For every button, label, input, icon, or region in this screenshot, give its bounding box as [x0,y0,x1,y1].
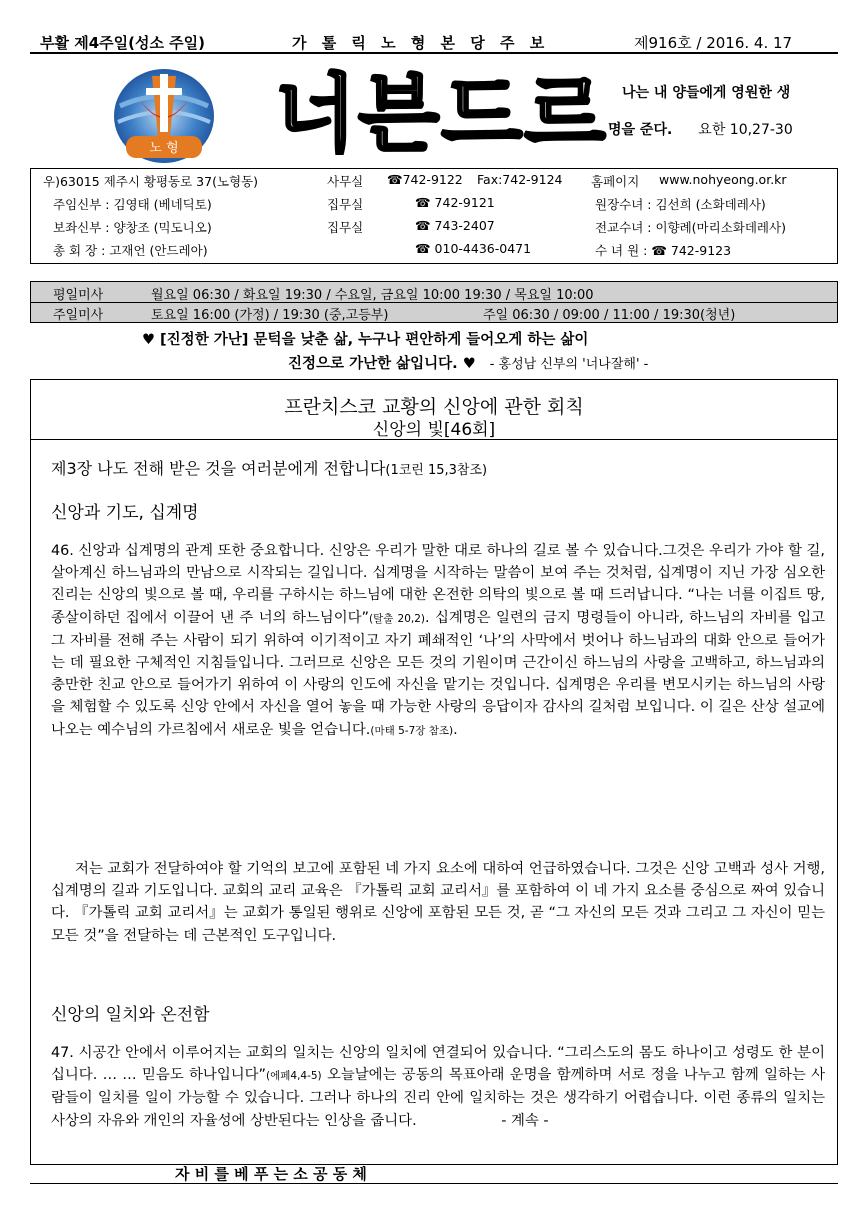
weekday-times: 월요일 06:30 / 화요일 19:30 / 수요일, 금요일 10:00 19:30 / 목요일 10:00 [151,288,594,303]
verse-line-1: 나는 내 양들에게 영원한 생 [622,85,791,101]
paragraph-47 [51,1042,825,1132]
chapter-ref: (1코린 15,3참조) [385,463,488,478]
sunday-label: 주일미사 [53,308,104,323]
assistant-phone: ☎ 743-2407 [415,218,495,233]
fax: Fax:742-9124 [477,172,563,187]
paragraph-46 [51,540,825,742]
homepage-label: 홈페이지 [591,174,640,189]
section-heading-2: 신앙의 일치와 온전함 [51,1005,210,1025]
verse-ref: 요한 10,27-30 [698,122,793,138]
office-label: 사무실 [327,174,364,189]
paragraph-summary: 저는 교회가 전달하여야 할 기억의 보고에 포함된 네 가지 요소에 대하여 언급하였습니다. 그것은 신앙 고백과 성사 거행, 십계명의 길과 기도입니다. 교회의 교리 교육은 『가톨릭 교회 교리서』를 포함하여 이 네 가지 요소를 중심으로 짜여 있습니다. 『가톨릭 교회 교리서』는 교회가 통일된 행위로 신앙에 포함된 모든 것, 곧 “그 자신의 모든 것과 그리고 그 자신이 믿는 모든 것”을 전달하는 데 근본적인 도구입니다. [51,861,825,944]
assistant-room: 집무실 [327,220,364,235]
superior: 원장수녀 : 김선희 (소화데레사) [595,197,766,212]
parish-logo [112,66,216,166]
issue-date: 제916호 / 2016. 4. 17 [634,34,793,52]
p47-text-a: 47. 시공간 안에서 이루어지는 교회의 일치는 신앙의 일치에 연결되어 있습니다. “그리스도의 몸도 하나이고 성령도 한 분이십니다. … … 믿음도 하나입니다” [51,1045,825,1084]
assistant-priest: 보좌신부 : 양창조 (믹도니오) [53,220,212,235]
convent: 수 녀 원 : ☎ 742-9123 [595,243,732,258]
sunday-times: 주일 06:30 / 09:00 / 11:00 / 19:30(청년) [483,308,736,323]
continued-marker: - 계속 - [501,1112,549,1129]
office-phone: ☎742-9122 [387,172,463,187]
p47-text-b: 오늘날에는 공동의 목표아래 운명을 함께하며 서로 정을 나누고 함께 일하는 사람들이 일치를 일이 가능할 수 있습니다. 그러나 하나의 진리 안에 일치하는 것은 생각하기 어렵습니다. 이런 종류의 일치는 사상의 자유와 개인의 자율성에 상반된다는 인상을 줍니다. [51,1067,825,1129]
article-box [30,379,838,1165]
verse-text: 명을 준다. [608,122,673,138]
masthead [30,56,838,168]
quote-line-2-text: 진정으로 가난한 삶입니다. ♥ [288,356,476,372]
top-bar [30,30,838,54]
homepage-url[interactable]: www.nohyeong.or.kr [659,172,787,187]
p46-ref-2: (마태 5-7장 참조) [370,724,454,737]
pastor: 주임신부 : 김영태 (베네딕토) [53,197,212,212]
missionary-sister: 전교수녀 : 이향례(마리소화데레사) [595,220,786,235]
weekday-label: 평일미사 [53,288,104,303]
quote-line-1: ♥ [진정한 가난] 문턱을 낮춘 삶, 누구나 편안하게 들어오게 하는 삶이 [142,332,589,348]
title-divider [31,439,837,440]
p46-ref-1: (탈출 20,2) [368,612,426,625]
newsletter-title: 너븐드르 [275,65,608,163]
quote-attribution: - 홍성남 신부의 '너나잘해' - [489,357,649,372]
quote-line-2 [288,352,648,373]
pastor-phone: ☎ 742-9121 [415,195,495,210]
p47-ref: (에페4,4-5) [266,1070,322,1083]
article-subtitle: 신앙의 빛[46회] [372,420,496,440]
mass-schedule [30,281,838,323]
p46-text-b: . 십계명은 일련의 금지 명령들이 아니라, 하느님의 자비를 입고 그 자비를 전해 주는 사람이 되기 위하여 이기적이고 자기 폐쇄적인 ‘나’의 사막에서 벗어나 하느님과의 대화 안으로 들어가는 데 필요한 구체적인 지침들입니다. 그러므로 신앙은 모든 것의 기원이며 근간이신 하느님의 사랑을 고백하고, 하느님과의 충만한 친교 안으로 들어가기 위하여 이 사랑의 인도에 자신을 맡기는 것입니다. 십계명은 우리를 변모시키는 하느님의 사랑을 체험할 수 있도록 신앙 안에서 자신을 열어 놓을 때 가능한 사랑의 응답이자 감사의 길처럼 보입니다. 이 길은 산상 설교에 나오는 예수님의 가르침에서 새로운 빛을 얻습니다. [51,609,826,738]
footer-rule [30,1183,838,1184]
footer [30,1163,838,1185]
pastor-room: 집무실 [327,197,364,212]
section-heading-1: 신앙과 기도, 십계명 [51,503,199,523]
p46-end: . [453,721,458,738]
footer-motto: 자 비 를 베 푸 는 소 공 동 체 [175,1165,367,1183]
council-president: 총 회 장 : 고재언 (안드레아) [53,243,208,258]
paper-name: 가 톨 릭 노 형 본 당 주 보 [292,34,550,52]
logo-text: 노 형 [149,141,179,156]
contact-info [30,168,838,264]
article-title: 프란치스코 교황의 신앙에 관한 회칙 [284,396,584,418]
p46-text-a: 46. 신앙과 십계명의 관계 또한 중요합니다. 신앙은 우리가 말한 대로 하나의 길로 볼 수 있습니다.그것은 우리가 가야 할 길, 살아계신 하느님과의 만남으로 시작되는 길입니다. 십계명을 시작하는 말씀이 보여 주는 것처럼, 십계명이 지닌 가장 심오한 진리는 신앙의 빛으로 볼 때, 우리를 구하시는 하느님에 대한 온전한 의탁의 빛으로 볼 때 드러납니다. “나는 너를 이집트 땅, 종살이하던 집에서 이끌어 낸 주 너의 하느님이다” [51,543,825,626]
chapter-heading [51,456,487,479]
verse-line-2 [608,119,793,139]
saturday-times: 토요일 16:00 (가정) / 19:30 (중,고등부) [151,308,389,323]
address: 우)63015 제주시 황평동로 37(노형동) [43,174,259,189]
liturgical-day: 부활 제4주일(성소 주일) [40,34,206,52]
chapter-title: 제3장 나도 전해 받은 것을 여러분에게 전합니다 [51,459,386,478]
council-phone: ☎ 010-4436-0471 [415,241,532,256]
